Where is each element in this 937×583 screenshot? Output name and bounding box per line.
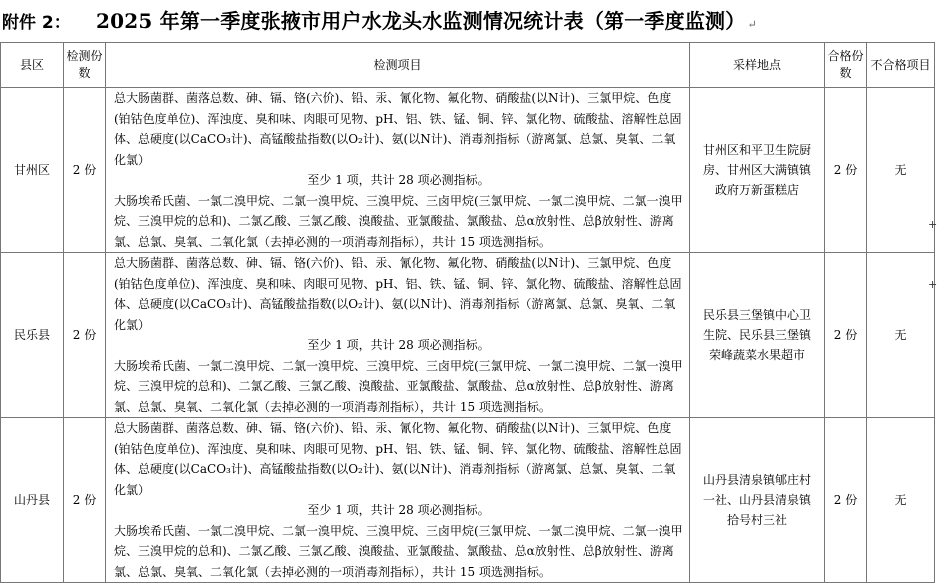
county-cell: 甘州区 — [1, 88, 64, 253]
count-cell: 2 份 — [64, 253, 106, 418]
required-items: 总大肠菌群、菌落总数、砷、镉、铬(六价)、铅、汞、氰化物、氟化物、硝酸盐(以N计)、三氯甲烷、色度(铂钴色度单位)、浑浊度、臭和味、肉眼可见物、pH、铝、铁、锰、铜、锌、氯化物、硫酸盐、溶解性总固体、总硬度(以CaCO₃计)、高锰酸盐指数(以O₂计)、氨(以N计)、消毒剂指标（游离氯、总氯、臭氧、二氧化氯） — [114, 256, 682, 332]
county-cell: 民乐县 — [1, 253, 64, 418]
header-qualified: 合格份数 — [825, 43, 867, 88]
qualified-cell: 2 份 — [825, 88, 867, 253]
optional-items: 大肠埃希氏菌、一氯二溴甲烷、二氯一溴甲烷、三溴甲烷、三卤甲烷(三氯甲烷、一氯二溴甲烷、二氯一溴甲烷、三溴甲烷的总和)、二氯乙酸、三氯乙酸、溴酸盐、亚氯酸盐、氯酸盐、总α放射性、总β放射性、游离氯、总氯、臭氧、二氧化氯（去掉必测的一项消毒剂指标），共计 15 项选测指标。 — [114, 358, 683, 414]
required-items: 总大肠菌群、菌落总数、砷、镉、铬(六价)、铅、汞、氰化物、氟化物、硝酸盐(以N计)、三氯甲烷、色度(铂钴色度单位)、浑浊度、臭和味、肉眼可见物、pH、铝、铁、锰、铜、锌、氯化物、硫酸盐、溶解性总固体、总硬度(以CaCO₃计)、高锰酸盐指数(以O₂计)、氨(以N计)、消毒剂指标（游离氯、总氯、臭氧、二氧化氯） — [114, 421, 682, 497]
count-cell: 2 份 — [64, 418, 106, 583]
unqualified-cell: 无 — [867, 88, 935, 253]
header-location: 采样地点 — [690, 43, 825, 88]
qualified-cell: 2 份 — [825, 418, 867, 583]
table-row — [1, 418, 935, 583]
page-title — [96, 5, 757, 34]
header-count: 检测份数 — [64, 43, 106, 88]
qualified-cell: 2 份 — [825, 253, 867, 418]
required-count: 至少 1 项，共计 28 项必测指标。 — [307, 503, 490, 517]
side-marker-icon: + — [928, 218, 937, 231]
header-unqualified: 不合格项目 — [867, 43, 935, 88]
attachment-label: 附件 2： — [2, 13, 71, 33]
optional-items: 大肠埃希氏菌、一氯二溴甲烷、二氯一溴甲烷、三溴甲烷、三卤甲烷(三氯甲烷、一氯二溴甲烷、二氯一溴甲烷、三溴甲烷的总和)、二氯乙酸、三氯乙酸、溴酸盐、亚氯酸盐、氯酸盐、总α放射性、总β放射性、游离氯、总氯、臭氧、二氧化氯（去掉必测的一项消毒剂指标），共计 15 项选测指标。 — [114, 523, 683, 579]
table-header-row — [1, 43, 935, 88]
unqualified-cell: 无 — [867, 418, 935, 583]
county-cell: 山丹县 — [1, 418, 64, 583]
items-cell — [106, 253, 690, 418]
unqualified-cell: 无 — [867, 253, 935, 418]
table-row — [1, 88, 935, 253]
required-count: 至少 1 项，共计 28 项必测指标。 — [307, 173, 490, 187]
page-title-text: 2025 年第一季度张掖市用户水龙头水监测情况统计表（第一季度监测） — [96, 9, 746, 33]
monitoring-table — [0, 42, 935, 583]
items-cell — [106, 88, 690, 253]
location-cell: 山丹县清泉镇郇庄村一社、山丹县清泉镇拾号村三社 — [690, 418, 825, 583]
items-cell — [106, 418, 690, 583]
header-items: 检测项目 — [106, 43, 690, 88]
header-county: 县区 — [1, 43, 64, 88]
location-cell: 民乐县三堡镇中心卫生院、民乐县三堡镇荣峰蔬菜水果超市 — [690, 253, 825, 418]
optional-items: 大肠埃希氏菌、一氯二溴甲烷、二氯一溴甲烷、三溴甲烷、三卤甲烷(三氯甲烷、一氯二溴甲烷、二氯一溴甲烷、三溴甲烷的总和)、二氯乙酸、三氯乙酸、溴酸盐、亚氯酸盐、氯酸盐、总α放射性、总β放射性、游离氯、总氯、臭氧、二氧化氯（去掉必测的一项消毒剂指标），共计 15 项选测指标。 — [114, 193, 683, 249]
table-row — [1, 253, 935, 418]
required-items: 总大肠菌群、菌落总数、砷、镉、铬(六价)、铅、汞、氰化物、氟化物、硝酸盐(以N计)、三氯甲烷、色度(铂钴色度单位)、浑浊度、臭和味、肉眼可见物、pH、铝、铁、锰、铜、锌、氯化物、硫酸盐、溶解性总固体、总硬度(以CaCO₃计)、高锰酸盐指数(以O₂计)、氨(以N计)、消毒剂指标（游离氯、总氯、臭氧、二氧化氯） — [114, 91, 682, 167]
required-count: 至少 1 项，共计 28 项必测指标。 — [307, 338, 490, 352]
count-cell: 2 份 — [64, 88, 106, 253]
location-cell: 甘州区和平卫生院厨房、甘州区大满镇镇政府万新蛋糕店 — [690, 88, 825, 253]
document-title — [0, 0, 934, 40]
side-marker-icon: + — [928, 278, 937, 291]
paragraph-mark-icon: ↵ — [747, 18, 757, 31]
